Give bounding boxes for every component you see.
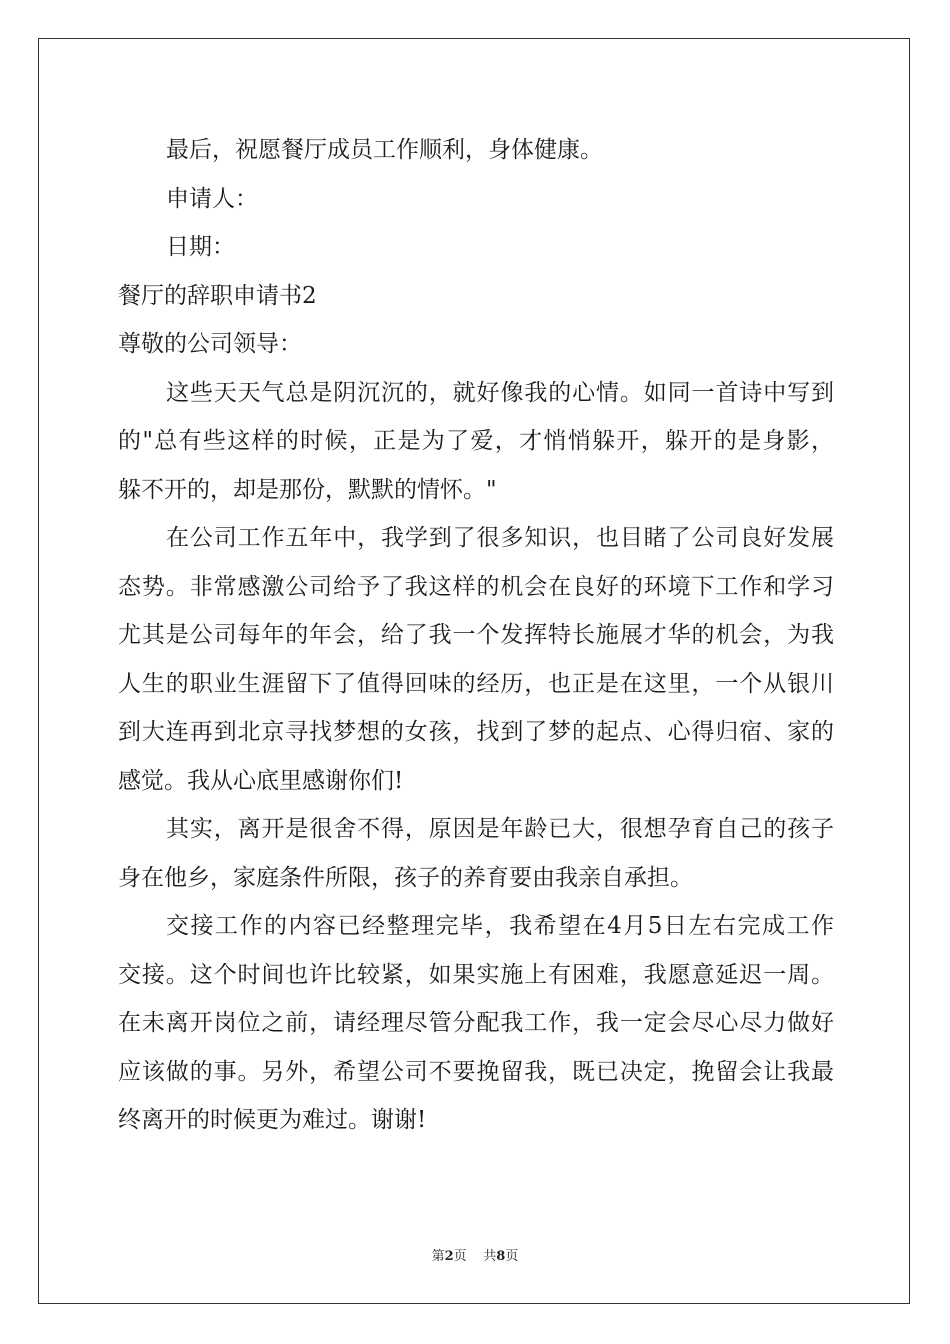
text-line: 感觉。我从心底里感谢你们!	[118, 767, 404, 794]
total-page-count: 8	[496, 1249, 506, 1264]
text-line: 尤其是公司每年的年会，给了我一个发挥特长施展才华的机会，为我	[118, 622, 834, 648]
text-line: 在公司工作五年中，我学到了很多知识，也目睹了公司良好发展	[166, 525, 834, 551]
document-body	[118, 126, 834, 1145]
text-line: 最后，祝愿餐厅成员工作顺利，身体健康。	[166, 137, 603, 163]
text-line: 其实，离开是很舍不得，原因是年龄已大，很想孕育自己的孩子	[166, 816, 834, 842]
text-line: 交接工作的内容已经整理完毕，我希望在4月5日左右完成工作	[166, 913, 834, 939]
text-line: 在未离开岗位之前，请经理尽管分配我工作，我一定会尽心尽力做好	[118, 1010, 834, 1036]
text-line: 日期：	[166, 234, 235, 260]
current-page-number: 2	[444, 1249, 454, 1264]
footer-total-prefix: 共	[483, 1249, 497, 1264]
text-line: 交接。这个时间也许比较紧，如果实施上有困难，我愿意延迟一周。	[118, 961, 834, 988]
text-line: 躲不开的，却是那份，默默的情怀。"	[118, 476, 497, 503]
text-line: 态势。非常感激公司给予了我这样的机会在良好的环境下工作和学习	[118, 573, 834, 600]
text-line: 尊敬的公司领导：	[118, 331, 302, 357]
text-line: 到大连再到北京寻找梦想的女孩，找到了梦的起点、心得归宿、家的	[118, 719, 834, 745]
footer-prefix: 第	[431, 1249, 445, 1264]
text-line: 申请人：	[166, 185, 258, 212]
text-line: 应该做的事。另外，希望公司不要挽留我，既已决定，挽留会让我最	[118, 1058, 834, 1085]
text-line: 人生的职业生涯留下了值得回味的经历，也正是在这里，一个从银川	[118, 670, 834, 697]
text-line: 身在他乡，家庭条件所限，孩子的养育要由我亲自承担。	[118, 864, 693, 891]
page-footer	[0, 1245, 950, 1264]
footer-total-suffix: 页	[505, 1249, 519, 1264]
text-line: 终离开的时候更为难过。谢谢!	[118, 1107, 427, 1133]
text-line: 这些天天气总是阴沉沉的，就好像我的心情。如同一首诗中写到	[166, 379, 834, 406]
text-line: 的"总有些这样的时候，正是为了爱，才悄悄躲开，躲开的是身影，	[118, 428, 834, 454]
footer-page-suffix: 页	[453, 1249, 467, 1264]
text-line: 餐厅的辞职申请书2	[118, 282, 317, 309]
